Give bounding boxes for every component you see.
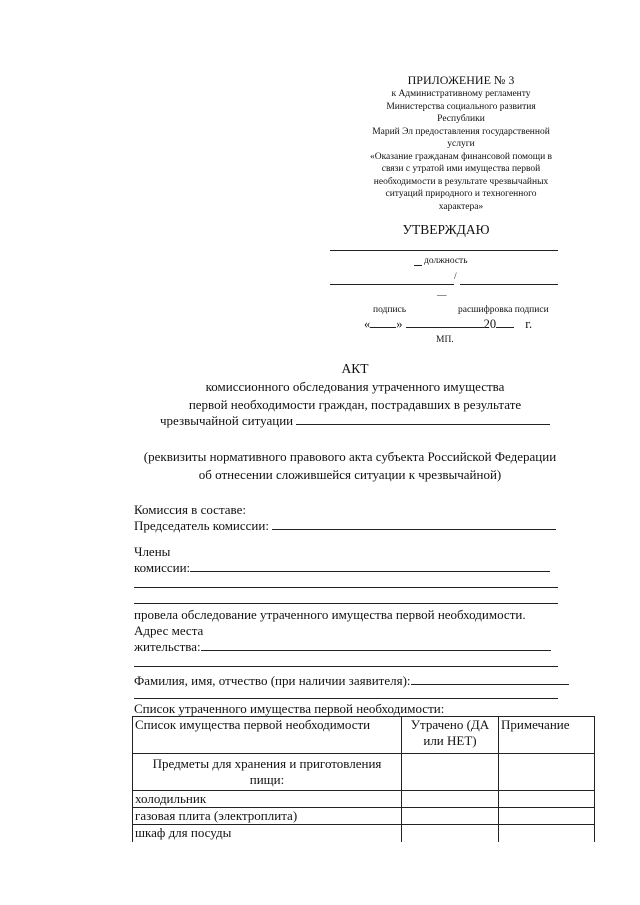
requisites-block bbox=[130, 448, 570, 484]
act-block bbox=[150, 360, 560, 414]
chairman-field[interactable] bbox=[272, 518, 556, 530]
header-lost: Утрачено (ДА или НЕТ) bbox=[402, 717, 499, 754]
fullname-field-line[interactable] bbox=[134, 698, 558, 699]
note-cell[interactable] bbox=[499, 825, 595, 842]
section-title: Предметы для хранения и приготовления пищи: bbox=[133, 754, 402, 791]
year-suffix: г. bbox=[525, 317, 533, 331]
appendix-line: к Административному регламенту bbox=[391, 89, 531, 99]
appendix-line: связи с утратой ими имущества первой bbox=[381, 164, 541, 174]
act-subtitle-line: комиссионного обследования утраченного имущества bbox=[205, 379, 505, 394]
members-field-line[interactable] bbox=[134, 587, 558, 588]
lost-cell[interactable] bbox=[402, 808, 499, 825]
lost-cell[interactable] bbox=[402, 825, 499, 842]
item-name: шкаф для посуды bbox=[133, 825, 402, 842]
lost-cell[interactable] bbox=[402, 791, 499, 808]
address-label: Адрес места bbox=[134, 623, 204, 638]
conducted-text: провела обследование утраченного имущества первой необходимости. bbox=[134, 607, 526, 622]
appendix-line: необходимости в результате чрезвычайных bbox=[373, 176, 549, 187]
appendix-line: Республики bbox=[437, 114, 485, 124]
decoding-line[interactable] bbox=[460, 284, 558, 285]
approve-title: УТВЕРЖДАЮ bbox=[402, 222, 490, 237]
table-header-row bbox=[133, 717, 595, 754]
members-row bbox=[134, 559, 550, 577]
appendix-line: услуги bbox=[447, 139, 475, 149]
year-prefix: 20 bbox=[483, 317, 497, 331]
signature-line[interactable] bbox=[330, 284, 454, 285]
act-subtitle-line: первой необходимости граждан, пострадавших в результате bbox=[188, 397, 522, 412]
position-line[interactable] bbox=[330, 250, 558, 251]
members-label-2: комиссии: bbox=[134, 560, 191, 575]
position-label: должность bbox=[424, 256, 468, 266]
fullname-row bbox=[134, 672, 569, 690]
members-field-line[interactable] bbox=[134, 603, 558, 604]
chairman-row bbox=[134, 517, 556, 535]
stamp-label: МП. bbox=[436, 335, 454, 345]
signature-label: подпись bbox=[373, 305, 407, 315]
appendix-line: «Оказание гражданам финансовой помощи в bbox=[369, 151, 553, 162]
appendix-line: ситуаций природного и техногенного bbox=[385, 189, 537, 199]
date-row bbox=[364, 316, 532, 332]
note-cell[interactable] bbox=[499, 808, 595, 825]
month-field[interactable] bbox=[406, 316, 484, 328]
address-label-2: жительства: bbox=[134, 639, 201, 654]
table-row bbox=[133, 825, 595, 842]
list-title: Список утраченного имущества первой необходимости: bbox=[134, 701, 445, 716]
dash-mark: — bbox=[437, 291, 447, 301]
day-field[interactable] bbox=[370, 316, 396, 328]
appendix-line: Марий Эл предоставления государственной bbox=[372, 126, 550, 137]
year-field[interactable] bbox=[496, 316, 514, 328]
emergency-row bbox=[160, 412, 550, 430]
item-name: газовая плита (электроплита) bbox=[133, 808, 402, 825]
quote-close: » bbox=[396, 317, 403, 331]
position-line-short[interactable] bbox=[414, 265, 422, 266]
emergency-label: чрезвычайной ситуации bbox=[160, 413, 294, 428]
header-note: Примечание bbox=[499, 717, 595, 754]
address-field-line[interactable] bbox=[134, 666, 558, 667]
note-cell[interactable] bbox=[499, 754, 595, 791]
address-field[interactable] bbox=[201, 639, 551, 651]
header-items: Список имущества первой необходимости bbox=[133, 717, 402, 754]
address-row bbox=[134, 638, 551, 656]
fullname-label: Фамилия, имя, отчество (при наличии заявителя): bbox=[134, 673, 411, 688]
item-name: холодильник bbox=[133, 791, 402, 808]
appendix-line: характера» bbox=[438, 201, 484, 212]
appendix-block bbox=[356, 72, 566, 213]
requisites-line: об отнесении сложившейся ситуации к чрезвычайной) bbox=[198, 467, 502, 482]
appendix-line: Министерства социального развития bbox=[386, 101, 536, 112]
appendix-title: ПРИЛОЖЕНИЕ № 3 bbox=[407, 73, 515, 87]
emergency-field[interactable] bbox=[296, 413, 550, 425]
slash-separator: / bbox=[454, 272, 457, 282]
table-row bbox=[133, 808, 595, 825]
fullname-field[interactable] bbox=[411, 673, 569, 685]
commission-label: Комиссия в составе: bbox=[134, 502, 246, 517]
chairman-label: Председатель комиссии: bbox=[134, 518, 269, 533]
members-field[interactable] bbox=[190, 560, 550, 572]
property-table bbox=[132, 716, 595, 842]
act-title: АКТ bbox=[341, 361, 369, 376]
members-label: Члены bbox=[134, 544, 171, 559]
table-section-row bbox=[133, 754, 595, 791]
requisites-line: (реквизиты нормативного правового акта субъекта Российской Федерации bbox=[143, 449, 557, 464]
lost-cell[interactable] bbox=[402, 754, 499, 791]
table-row bbox=[133, 791, 595, 808]
decoding-label: расшифровка подписи bbox=[458, 305, 549, 315]
note-cell[interactable] bbox=[499, 791, 595, 808]
quote-open: « bbox=[364, 317, 371, 331]
